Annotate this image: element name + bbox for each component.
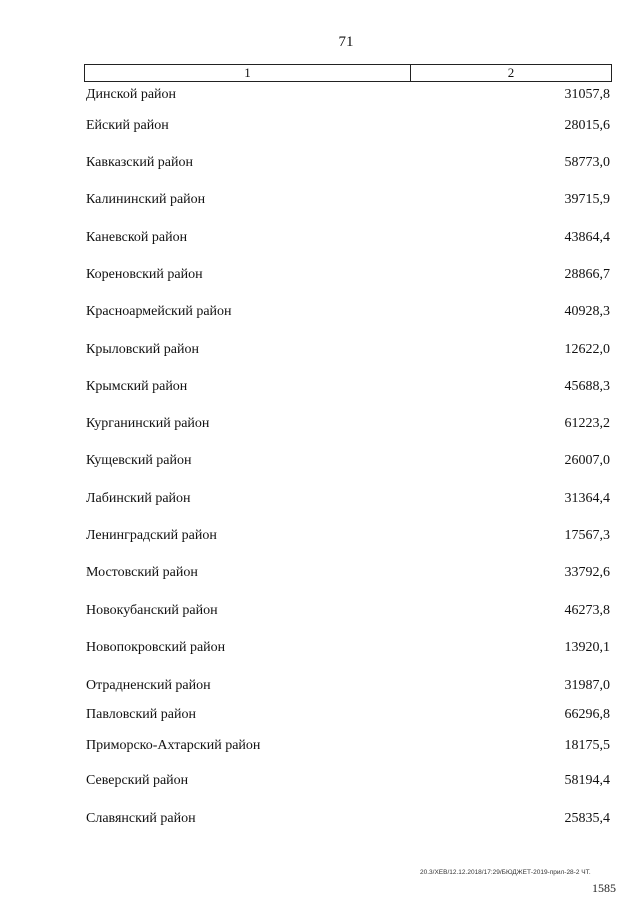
table-row [86,266,612,284]
district-value: 25835,4 [564,811,610,826]
district-value: 46273,8 [564,603,610,618]
district-name: Кущевский район [86,453,192,468]
table-row [86,415,612,433]
district-name: Крыловский район [86,342,199,357]
district-value: 31057,8 [564,87,610,102]
district-name: Ленинградский район [86,528,217,543]
district-value: 31987,0 [564,678,610,693]
district-name: Калининский район [86,192,206,207]
table-header [84,64,612,82]
district-name: Кавказский район [86,155,194,170]
district-value: 45688,3 [564,379,610,394]
district-value: 40928,3 [564,304,610,319]
footer-page-number: 1585 [592,881,616,895]
district-value: 58773,0 [564,155,610,170]
district-value: 26007,0 [564,453,610,468]
district-name: Отрадненский район [86,678,211,693]
table-row [86,737,612,755]
table-row [86,378,612,396]
table-row [86,706,612,724]
district-value: 31364,4 [564,491,610,506]
district-value: 13920,1 [564,640,610,655]
footer-note: 20.3/XEB/12.12.2018/17:29/БЮДЖЕТ-2019-прил-28-2 ЧТ. [420,869,591,876]
district-value: 66296,8 [564,707,610,722]
table-row [86,86,612,104]
table-row [86,639,612,657]
district-name: Славянский район [86,811,196,826]
table-row [86,602,612,620]
district-name: Курганинский район [86,416,210,431]
district-name: Крымский район [86,379,188,394]
table-row [86,810,612,828]
table-row [86,191,612,209]
district-value: 39715,9 [564,192,610,207]
district-value: 17567,3 [564,528,610,543]
header-col-2: 2 [507,65,515,80]
table-row [86,527,612,545]
district-name: Красноармейский район [86,304,232,319]
table-row [86,229,612,247]
district-name: Каневской район [86,230,188,245]
district-name: Динской район [86,87,177,102]
district-name: Новопокровский район [86,640,226,655]
table-row [86,490,612,508]
district-name: Кореновский район [86,267,203,282]
district-value: 61223,2 [564,416,610,431]
page-number: 71 [338,34,354,50]
district-value: 33792,6 [564,565,610,580]
district-value: 28866,7 [564,267,610,282]
table-row [86,117,612,135]
district-name: Северский район [86,773,189,788]
table-row [86,154,612,172]
district-name: Приморско-Ахтарский район [86,738,261,753]
table-row [86,452,612,470]
table-row [86,564,612,582]
district-name: Ейский район [86,118,169,133]
district-name: Павловский район [86,707,196,722]
district-name: Лабинский район [86,491,191,506]
district-name: Новокубанский район [86,603,218,618]
district-name: Мостовский район [86,565,198,580]
table-row [86,303,612,321]
table-row [86,341,612,359]
district-value: 12622,0 [564,342,610,357]
district-value: 43864,4 [564,230,610,245]
district-value: 18175,5 [564,738,610,753]
table-row [86,772,612,790]
district-value: 58194,4 [564,773,610,788]
table-row [86,677,612,695]
header-col-1: 1 [85,65,411,81]
district-value: 28015,6 [564,118,610,133]
